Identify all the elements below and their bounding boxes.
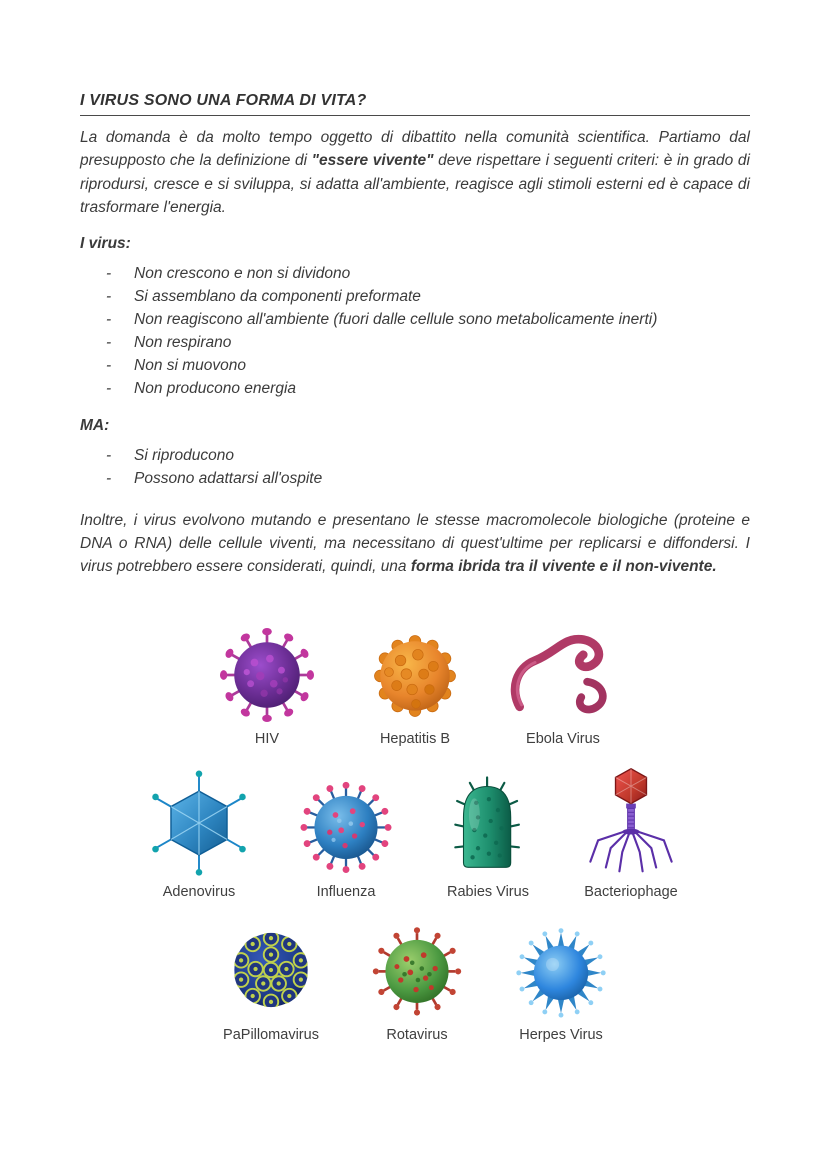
list-item-text: Non producono energia bbox=[134, 379, 297, 397]
virus-figure-row-1 bbox=[193, 622, 637, 747]
rotavirus-icon bbox=[354, 914, 480, 1024]
bacteriophage-icon bbox=[567, 761, 695, 881]
virus-label: Rotavirus bbox=[386, 1027, 448, 1044]
influenza-virus-icon bbox=[283, 771, 409, 881]
herpes-virus-icon bbox=[500, 918, 622, 1024]
list-item bbox=[106, 286, 750, 309]
list-dash-marker: - bbox=[106, 379, 112, 397]
list-item bbox=[106, 468, 750, 491]
list-dash-marker: - bbox=[106, 265, 112, 282]
intro-paragraph bbox=[80, 126, 750, 219]
list-dash-marker: - bbox=[106, 310, 112, 328]
intro-text-1: La domanda è da molto tempo oggetto di dibattito nella comunità scientifica. Partiamo dal presupposto che la definizione di bbox=[80, 129, 750, 170]
virus-section-heading: I virus: bbox=[80, 235, 131, 252]
conclusion-bold-text: forma ibrida tra il vivente e il non-vivente. bbox=[410, 558, 717, 575]
virus-label: Ebola Virus bbox=[526, 731, 600, 748]
virus-cell-influenza bbox=[283, 771, 409, 900]
ma-list bbox=[106, 445, 750, 491]
virus-label: PaPillomavirus bbox=[223, 1027, 319, 1044]
virus-label: Rabies Virus bbox=[447, 884, 529, 901]
virus-cell-hepatitis-b bbox=[351, 622, 479, 747]
intro-text-2: deve rispettare i seguenti criteri: è in grado di riprodursi, cresce e si sviluppa, si adatta all'ambiente, reagisce agli stimoli esterni ed è capace di trasformare l'energia. bbox=[80, 152, 750, 216]
rabies-virus-icon bbox=[429, 771, 547, 881]
virus-cell-adenovirus bbox=[135, 767, 263, 900]
hepatitis-b-virus-icon bbox=[351, 622, 479, 728]
page-title: I VIRUS SONO UNA FORMA DI VITA? bbox=[80, 92, 750, 116]
list-dash-marker: - bbox=[106, 333, 112, 351]
hiv-virus-icon bbox=[203, 622, 331, 728]
virus-figure-row-2 bbox=[125, 761, 705, 900]
virus-label: Herpes Virus bbox=[519, 1027, 603, 1044]
virus-cell-rabies bbox=[429, 771, 547, 900]
list-dash-marker: - bbox=[106, 356, 112, 374]
virus-properties-list bbox=[106, 263, 750, 401]
virus-label: HIV bbox=[254, 731, 280, 748]
intro-bold-text: "essere vivente" bbox=[311, 152, 434, 170]
virus-figure bbox=[80, 622, 750, 1043]
virus-cell-bacteriophage bbox=[567, 761, 695, 900]
list-item-text: Non reagiscono all'ambiente (fuori dalle cellule sono metabolicamente inerti) bbox=[134, 310, 658, 328]
papillomavirus-icon bbox=[208, 916, 334, 1024]
list-item-text: Possono adattarsi all'ospite bbox=[134, 469, 323, 487]
virus-cell-rotavirus bbox=[354, 914, 480, 1043]
list-item bbox=[106, 378, 750, 401]
list-item bbox=[106, 309, 750, 332]
virus-label: Influenza bbox=[316, 884, 376, 901]
virus-cell-hiv bbox=[203, 622, 331, 747]
list-item bbox=[106, 445, 750, 468]
virus-cell-papillomavirus bbox=[208, 916, 334, 1043]
list-dash-marker: - bbox=[106, 446, 112, 464]
virus-figure-row-3 bbox=[198, 914, 632, 1043]
conclusion-paragraph bbox=[80, 509, 750, 579]
list-item-text: Si assemblano da componenti preformate bbox=[134, 287, 421, 305]
list-dash-marker: - bbox=[106, 469, 112, 487]
list-item bbox=[106, 355, 750, 378]
virus-label: Adenovirus bbox=[162, 884, 236, 901]
virus-label: Bacteriophage bbox=[584, 884, 678, 901]
list-item-text: Non crescono e non si dividono bbox=[134, 265, 351, 282]
list-item bbox=[106, 332, 750, 355]
list-item bbox=[106, 263, 750, 286]
conclusion-text: Inoltre, i virus evolvono mutando e presentano le stesse macromolecole biologiche (proteine e DNA o RNA) delle cellule viventi, ma necessitano di quest'ultime per replicarsi e diffondersi. I virus potrebbero essere considerati, quindi, una bbox=[80, 511, 750, 575]
virus-label: Hepatitis B bbox=[379, 731, 451, 748]
list-dash-marker: - bbox=[106, 287, 112, 305]
list-item-text: Non respirano bbox=[134, 333, 232, 351]
virus-cell-ebola bbox=[499, 622, 627, 747]
list-item-text: Non si muovono bbox=[134, 356, 247, 374]
ebola-virus-icon bbox=[499, 622, 627, 728]
ma-section-heading: MA: bbox=[80, 416, 110, 434]
virus-cell-herpes bbox=[500, 918, 622, 1043]
list-item-text: Si riproducono bbox=[134, 446, 234, 464]
adenovirus-icon bbox=[135, 767, 263, 881]
